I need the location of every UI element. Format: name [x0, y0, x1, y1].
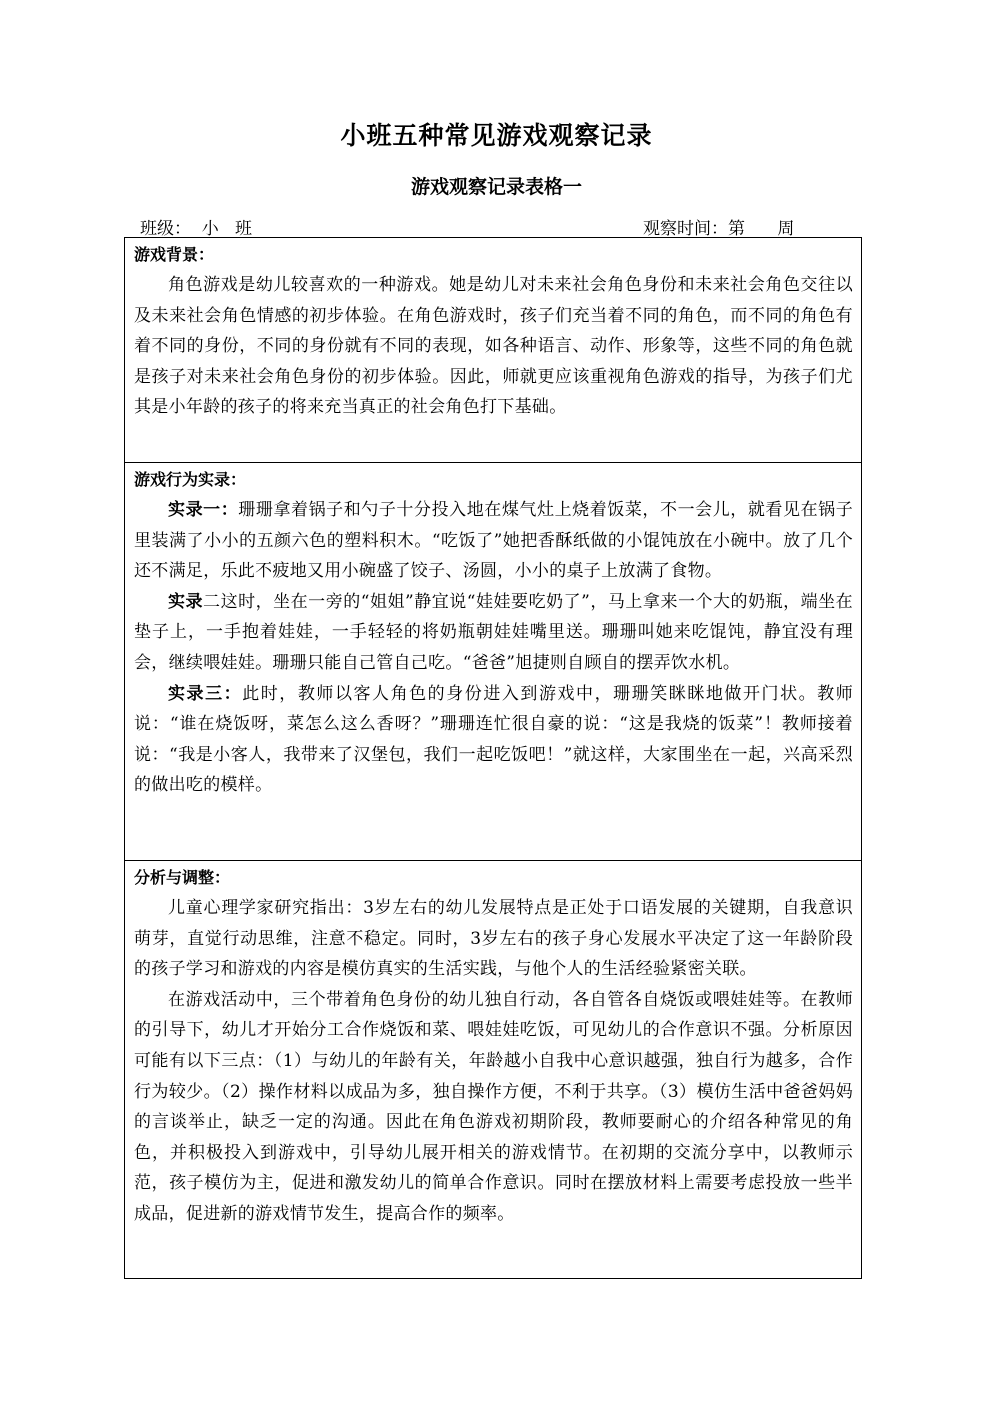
record-2-text: 二这时，坐在一旁的“姐姐”静宜说“娃娃要吃奶了”，马上拿来一个大的奶瓶，端坐在垫子上，一手抱着娃娃，一手轻轻的将奶瓶朝娃娃嘴里送。珊珊叫她来吃馄饨，静宜没有理会，继续喂娃娃。珊珊只能自己管自己吃。“爸爸”旭捷则自顾自的摆弄饮水机。: [134, 591, 853, 673]
class-label: 班级： 小 班: [140, 219, 253, 239]
analysis-paragraph-1: 儿童心理学家研究指出：3岁左右的幼儿发展特点是正处于口语发展的关键期，自我意识萌芽，直觉行动思维，注意不稳定。同时，3岁左右的孩子身心发展水平决定了这一年龄阶段的孩子学习和游戏的内容是模仿真实的生活实践，与他个人的生活经验紧密关联。: [134, 898, 853, 980]
record-3-paragraph: [134, 679, 853, 801]
record-2-paragraph: [134, 587, 853, 679]
observation-time-label: 观察时间：第 周: [643, 219, 795, 239]
record-2-lead: 实录: [168, 591, 204, 612]
observation-record-table: [124, 237, 862, 1279]
record-3-lead: 实录三：: [168, 683, 243, 704]
background-paragraph: 角色游戏是幼儿较喜欢的一种游戏。她是幼儿对未来社会角色身份和未来社会角色交往以及未来社会角色情感的初步体验。在角色游戏时，孩子们充当着不同的角色，而不同的角色有着不同的身份，不同的身份就有不同的表现，如各种语言、动作、形象等，这些不同的角色就是孩子对未来社会角色身份的初步体验。因此，师就更应该重视角色游戏的指导，为孩子们尤其是小年龄的孩子的将来充当真正的社会角色打下基础。: [134, 275, 853, 418]
behavior-section: [125, 463, 861, 861]
background-section: [125, 238, 861, 463]
record-1-text: 珊珊拿着锅子和勺子十分投入地在煤气灶上烧着饭菜，不一会儿，就看见在锅子里装满了小小的五颜六色的塑料积木。“吃饭了”她把香酥纸做的小馄饨放在小碗中。放了几个还不满足，乐此不疲地又用小碗盛了饺子、汤圆，小小的桌子上放满了食物。: [134, 500, 854, 582]
record-1-paragraph: [134, 495, 853, 587]
analysis-heading: 分析与调整：: [134, 868, 231, 887]
analysis-paragraph-2: 在游戏活动中，三个带着角色身份的幼儿独自行动，各自管各自烧饭或喂娃娃等。在教师的引导下，幼儿才开始分工合作烧饭和菜、喂娃娃吃饭，可见幼儿的合作意识不强。分析原因可能有以下三点：（1）与幼儿的年龄有关，年龄越小自我中心意识越强，独自行为越多，合作行为较少。（2）操作材料以成品为多，独自操作方便，不利于共享。（3）模仿生活中爸爸妈妈的言谈举止，缺乏一定的沟通。因此在角色游戏初期阶段，教师要耐心的介绍各种常见的角色，并积极投入到游戏中，引导幼儿展开相关的游戏情节。在初期的交流分享中，以教师示范，孩子模仿为主，促进和激发幼儿的简单合作意识。同时在摆放材料上需要考虑投放一些半成品，促进新的游戏情节发生，提高合作的频率。: [134, 989, 853, 1224]
behavior-heading: 游戏行为实录：: [134, 470, 247, 489]
background-heading: 游戏背景：: [134, 245, 215, 264]
document-subtitle: 游戏观察记录表格一: [410, 176, 582, 198]
analysis-section: [125, 861, 861, 1278]
record-1-lead: 实录一：: [168, 500, 239, 520]
record-3-text: 此时，教师以客人角色的身份进入到游戏中，珊珊笑眯眯地做开门状。教师说：“谁在烧饭呀，菜怎么这么香呀？”珊珊连忙很自豪的说：“这是我烧的饭菜”！教师接着说：“我是小客人，我带来了汉堡包，我们一起吃饭吧！”就这样，大家围坐在一起，兴高采烈的做出吃的模样。: [134, 683, 854, 796]
document-title: 小班五种常见游戏观察记录: [340, 121, 653, 150]
